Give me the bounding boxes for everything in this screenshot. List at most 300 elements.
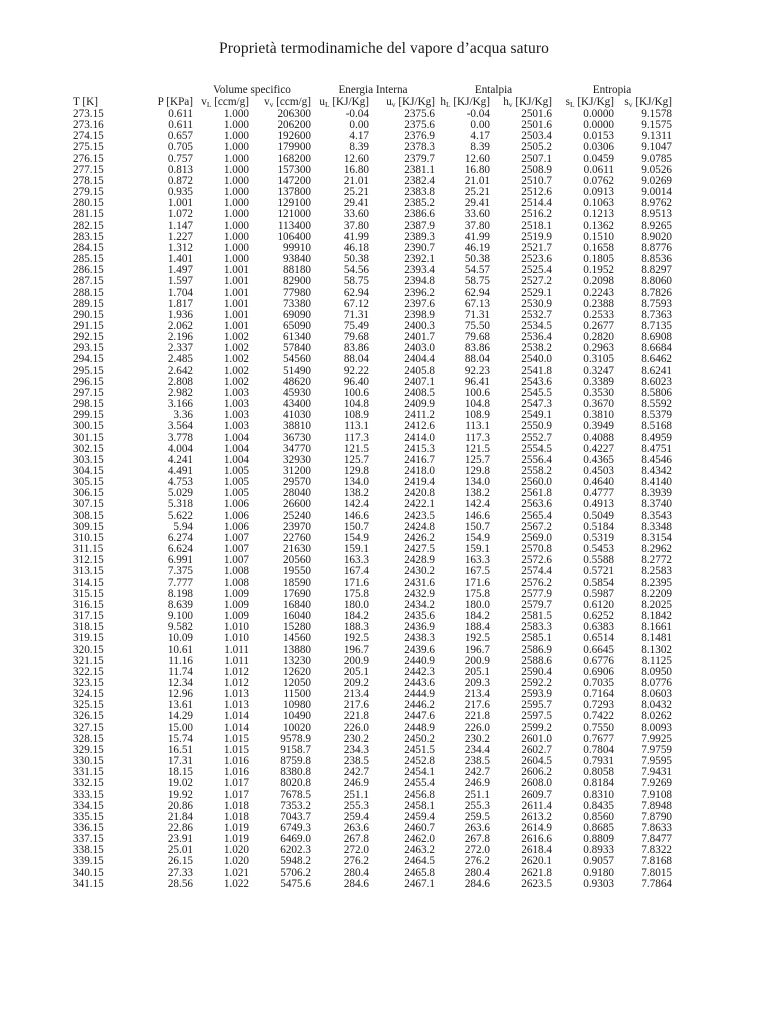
table-cell: 8.9762 xyxy=(641,197,672,210)
table-cell: 2518.1 xyxy=(521,219,552,232)
table-cell: 93840 xyxy=(283,253,311,266)
table-cell: 2606.2 xyxy=(521,766,552,779)
table-cell: 20560 xyxy=(283,554,311,567)
table-cell: 0.4227 xyxy=(583,442,614,455)
table-cell: 8.1842 xyxy=(641,610,672,623)
table-cell: 1.072 xyxy=(167,208,193,221)
table-cell: 2602.7 xyxy=(521,743,552,756)
column-header-symbol: P [KPa] xyxy=(157,96,193,109)
table-cell: 1.006 xyxy=(223,498,249,511)
table-cell: 100.6 xyxy=(343,386,369,399)
table-cell: 0.4088 xyxy=(583,431,614,444)
table-cell: 1.006 xyxy=(223,509,249,522)
table-cell: 8.7593 xyxy=(641,297,672,310)
table-cell: 2420.8 xyxy=(404,487,435,500)
table-cell: 22760 xyxy=(283,531,311,544)
table-cell: 2.485 xyxy=(167,353,193,366)
table-cell: 313.15 xyxy=(73,565,104,578)
table-cell: 1.002 xyxy=(223,353,249,366)
table-cell: 200.9 xyxy=(343,654,369,667)
table-cell: 54560 xyxy=(283,353,311,366)
table-row xyxy=(73,488,672,499)
table-row xyxy=(73,165,672,176)
table-row xyxy=(73,767,672,778)
table-cell: 18.15 xyxy=(167,766,193,779)
table-cell: 192600 xyxy=(277,130,311,143)
table-cell: 168200 xyxy=(277,152,311,165)
table-row xyxy=(73,421,672,432)
table-cell: 4.753 xyxy=(167,476,193,489)
column-header-subscript: L xyxy=(445,100,451,110)
table-cell: 62.94 xyxy=(464,286,490,299)
table-cell: 1.014 xyxy=(223,721,249,734)
table-cell: 21.01 xyxy=(343,174,369,187)
table-cell: 2532.7 xyxy=(521,308,552,321)
table-cell: 2.808 xyxy=(167,375,193,388)
table-row xyxy=(73,879,672,890)
table-cell: 50.38 xyxy=(464,253,490,266)
table-cell: 0.2963 xyxy=(583,342,614,355)
table-cell: 8.5806 xyxy=(641,386,672,399)
table-cell: 25.21 xyxy=(343,186,369,199)
table-cell: 2404.4 xyxy=(404,353,435,366)
table-cell: 1.020 xyxy=(223,855,249,868)
table-cell: 7353.2 xyxy=(280,799,311,812)
table-cell: 37.80 xyxy=(343,219,369,232)
table-cell: 336.15 xyxy=(73,822,104,834)
table-cell: 129.8 xyxy=(464,465,490,477)
table-cell: 1.002 xyxy=(223,331,249,344)
table-cell: 337.15 xyxy=(73,833,104,846)
table-cell: 0.4777 xyxy=(583,487,614,500)
table-cell: 283.15 xyxy=(73,230,104,243)
table-cell: 92.22 xyxy=(343,364,369,377)
table-cell: 2398.9 xyxy=(404,308,435,321)
table-cell: 104.8 xyxy=(343,398,369,411)
column-header-subscript: v xyxy=(628,100,633,110)
table-cell: 8.5592 xyxy=(641,398,672,411)
table-cell: 9.100 xyxy=(167,610,193,623)
table-cell: 2378.3 xyxy=(404,141,435,154)
table-cell: 180.0 xyxy=(343,598,369,611)
column-header-symbol: u xyxy=(319,96,325,109)
table-cell: 0.611 xyxy=(168,108,193,120)
table-cell: 147200 xyxy=(277,174,311,187)
table-cell: 2376.9 xyxy=(404,130,435,143)
table-cell: 2507.1 xyxy=(521,152,552,165)
table-cell: 175.8 xyxy=(464,587,490,600)
table-row xyxy=(73,142,672,153)
table-cell: 2549.1 xyxy=(521,409,552,422)
table-cell: 46.18 xyxy=(343,241,369,254)
table-cell: 2423.5 xyxy=(404,509,435,522)
table-cell: 2464.5 xyxy=(404,855,435,868)
table-cell: 1.000 xyxy=(223,130,249,143)
table-cell: 137800 xyxy=(277,186,311,199)
table-row xyxy=(73,187,672,198)
table-cell: 71.31 xyxy=(343,308,369,321)
table-row xyxy=(73,131,672,142)
table-cell: 25.21 xyxy=(464,186,490,199)
column-header-unit: [KJ/Kg] xyxy=(395,96,435,109)
table-cell: 1.009 xyxy=(223,587,249,600)
table-cell: 88.04 xyxy=(464,353,490,366)
table-cell: 312.15 xyxy=(73,554,104,567)
table-cell: 5.029 xyxy=(167,487,193,500)
table-cell: 0.0153 xyxy=(583,130,614,143)
table-row xyxy=(73,678,672,689)
table-cell: 307.15 xyxy=(73,498,104,511)
table-cell: 3.36 xyxy=(173,409,193,422)
table-cell: 13880 xyxy=(283,643,311,656)
table-cell: 332.15 xyxy=(73,777,104,790)
table-cell: 5706.2 xyxy=(280,866,311,879)
table-cell: 5.318 xyxy=(167,498,193,511)
table-cell: 6.624 xyxy=(167,543,193,556)
table-cell: 2438.3 xyxy=(404,632,435,645)
column-header-symbol: T [K] xyxy=(73,96,98,109)
table-cell: 2530.9 xyxy=(521,297,552,310)
table-cell: 2426.2 xyxy=(404,531,435,544)
table-row xyxy=(73,209,672,220)
table-cell: 2569.0 xyxy=(521,531,552,544)
table-cell: 0.3949 xyxy=(583,420,614,433)
table-cell: 0.7550 xyxy=(583,721,614,734)
table-cell: 1.010 xyxy=(223,621,249,634)
table-cell: 2.982 xyxy=(167,386,193,399)
table-cell: 1.022 xyxy=(223,877,249,890)
table-row xyxy=(73,578,672,589)
column-header-unit: [KJ/Kg] xyxy=(574,96,614,109)
table-cell: 14.29 xyxy=(167,710,193,723)
table-cell: 67.12 xyxy=(343,297,369,310)
table-cell: 297.15 xyxy=(73,386,104,399)
column-header-unit: [KJ/Kg] xyxy=(450,96,490,109)
table-cell: 2572.6 xyxy=(521,554,552,567)
table-cell: 242.7 xyxy=(343,766,369,779)
table-cell: 2400.3 xyxy=(404,319,435,332)
table-cell: 8.0093 xyxy=(641,721,672,734)
table-cell: 200.9 xyxy=(464,654,490,667)
table-cell: 2440.9 xyxy=(404,654,435,667)
table-cell: 2385.2 xyxy=(404,197,435,210)
table-row xyxy=(73,310,672,321)
table-cell: 284.6 xyxy=(464,877,490,890)
table-cell: 65090 xyxy=(283,319,311,332)
table-cell: 0.9057 xyxy=(583,855,614,868)
table-cell: 213.4 xyxy=(343,688,369,701)
table-cell: 0.00 xyxy=(470,119,490,132)
table-cell: 1.011 xyxy=(224,654,249,667)
table-cell: 0.0306 xyxy=(583,141,614,154)
table-cell: 79.68 xyxy=(464,331,490,344)
table-cell: 2593.9 xyxy=(521,688,552,701)
table-cell: 0.2820 xyxy=(583,331,614,344)
table-cell: 2538.2 xyxy=(521,342,552,355)
table-cell: 96.41 xyxy=(464,375,490,388)
table-cell: 0.1362 xyxy=(583,219,614,232)
table-cell: 1.005 xyxy=(223,476,249,489)
table-cell: 6.274 xyxy=(167,531,193,544)
table-cell: 8.2395 xyxy=(641,576,672,589)
table-row xyxy=(73,522,672,533)
table-cell: 2590.4 xyxy=(521,665,552,678)
table-cell: 8.4546 xyxy=(641,453,672,466)
table-cell: 0.872 xyxy=(167,174,193,187)
table-cell: 0.611 xyxy=(168,119,193,132)
table-cell: 3.778 xyxy=(167,431,193,444)
table-cell: 0.8184 xyxy=(583,777,614,790)
table-cell: 17.31 xyxy=(167,755,193,768)
table-cell: 0.3530 xyxy=(583,386,614,399)
table-cell: 8.639 xyxy=(167,598,193,611)
table-cell: 8.3740 xyxy=(641,498,672,511)
table-cell: 0.2098 xyxy=(583,275,614,288)
table-cell: 8.6241 xyxy=(641,364,672,377)
table-cell: 1.000 xyxy=(223,186,249,199)
table-cell: 1.000 xyxy=(223,174,249,187)
table-cell: 2427.5 xyxy=(404,543,435,556)
table-cell: 0.1063 xyxy=(583,197,614,210)
table-cell: 1.012 xyxy=(223,676,249,689)
column-header-subscript: v xyxy=(391,100,396,110)
table-cell: 188.4 xyxy=(464,621,490,634)
table-cell: 21.01 xyxy=(464,174,490,187)
table-cell: 2394.8 xyxy=(404,275,435,288)
table-cell: 2.196 xyxy=(167,331,193,344)
table-cell: 2567.2 xyxy=(521,520,552,533)
table-cell: 2452.8 xyxy=(404,755,435,768)
table-cell: 196.7 xyxy=(343,643,369,656)
table-cell: 8.0603 xyxy=(641,688,672,701)
column-header-symbol: v xyxy=(264,96,270,109)
table-row xyxy=(73,366,672,377)
table-cell: 1.018 xyxy=(223,799,249,812)
column-header-unit: [KJ/Kg] xyxy=(512,96,552,109)
table-cell: 0.4913 xyxy=(583,498,614,511)
table-cell: 8.2025 xyxy=(641,598,672,611)
column-header-symbol: h xyxy=(503,96,509,109)
table-cell: 328.15 xyxy=(73,732,104,745)
table-cell: 287.15 xyxy=(73,275,104,288)
table-cell: 335.15 xyxy=(73,810,104,823)
table-cell: 6469.0 xyxy=(280,833,311,846)
table-cell: 1.018 xyxy=(223,810,249,823)
table-row xyxy=(73,555,672,566)
column-header-subscript: L xyxy=(206,100,212,110)
table-cell: 2501.6 xyxy=(521,119,552,132)
column-header-row xyxy=(73,97,672,109)
table-row xyxy=(73,734,672,745)
table-cell: 43400 xyxy=(283,398,311,411)
table-cell: 1.003 xyxy=(223,398,249,411)
table-cell: 2503.4 xyxy=(521,130,552,143)
table-cell: 1.005 xyxy=(223,465,249,477)
table-cell: 255.3 xyxy=(464,799,490,812)
table-cell: 290.15 xyxy=(73,308,104,321)
table-cell: 175.8 xyxy=(343,587,369,600)
table-cell: 0.6645 xyxy=(583,643,614,656)
table-cell: 1.003 xyxy=(223,386,249,399)
table-cell: 2439.6 xyxy=(404,643,435,656)
column-header-unit: [ccm/g] xyxy=(273,96,311,109)
table-cell: 2614.9 xyxy=(521,822,552,834)
table-cell: 8.8776 xyxy=(641,241,672,254)
table-cell: 0.5721 xyxy=(583,565,614,578)
table-cell: 334.15 xyxy=(73,799,104,812)
table-cell: 28040 xyxy=(283,487,311,500)
table-cell: 1.497 xyxy=(167,264,193,277)
table-row xyxy=(73,109,672,120)
table-row xyxy=(73,745,672,756)
table-cell: 2621.8 xyxy=(521,866,552,879)
table-cell: 0.4640 xyxy=(583,476,614,489)
table-cell: 8.7826 xyxy=(641,286,672,299)
table-cell: 1.017 xyxy=(223,777,249,790)
table-cell: 6202.3 xyxy=(280,844,311,857)
table-cell: 10980 xyxy=(283,699,311,712)
table-cell: 163.3 xyxy=(343,554,369,567)
column-header-symbol: v xyxy=(201,96,207,109)
group-volume: Volume specifico xyxy=(213,84,291,97)
table-cell: 12620 xyxy=(283,665,311,678)
table-cell: 184.2 xyxy=(464,610,490,623)
table-row xyxy=(73,533,672,544)
table-cell: 7.777 xyxy=(167,576,193,589)
table-cell: 1.000 xyxy=(223,208,249,221)
table-row xyxy=(73,377,672,388)
table-cell: 1.001 xyxy=(223,297,249,310)
table-cell: 4.17 xyxy=(470,130,490,143)
table-row xyxy=(73,288,672,299)
table-cell: 8.0432 xyxy=(641,699,672,712)
table-cell: 73380 xyxy=(283,297,311,310)
column-header-subscript: L xyxy=(324,100,330,110)
table-cell: 192.5 xyxy=(343,632,369,645)
table-row xyxy=(73,399,672,410)
table-cell: 9.582 xyxy=(167,621,193,634)
table-cell: 280.4 xyxy=(343,866,369,879)
table-cell: 1.002 xyxy=(223,364,249,377)
table-cell: 2550.9 xyxy=(521,420,552,433)
table-cell: 2595.7 xyxy=(521,699,552,712)
table-cell: 9.0014 xyxy=(641,186,672,199)
table-cell: 1.000 xyxy=(223,108,249,120)
table-row xyxy=(73,343,672,354)
table-cell: 2510.7 xyxy=(521,174,552,187)
column-header-symbol: s xyxy=(624,96,629,109)
table-cell: 234.3 xyxy=(343,743,369,756)
table-cell: 0.3247 xyxy=(583,364,614,377)
table-cell: 2446.2 xyxy=(404,699,435,712)
table-cell: 16840 xyxy=(283,598,311,611)
table-cell: 5475.6 xyxy=(280,877,311,890)
table-cell: 2401.7 xyxy=(404,331,435,344)
table-cell: 117.3 xyxy=(465,431,490,444)
table-cell: 2430.2 xyxy=(404,565,435,578)
table-cell: 230.2 xyxy=(464,732,490,745)
table-cell: 19.02 xyxy=(167,777,193,790)
table-cell: 213.4 xyxy=(464,688,490,701)
table-row xyxy=(73,711,672,722)
table-cell: 284.6 xyxy=(343,877,369,890)
table-cell: 5948.2 xyxy=(280,855,311,868)
table-cell: 1.009 xyxy=(223,610,249,623)
table-cell: 0.6514 xyxy=(583,632,614,645)
table-cell: 125.7 xyxy=(464,453,490,466)
table-row xyxy=(73,589,672,600)
table-cell: 8.0776 xyxy=(641,676,672,689)
table-cell: 296.15 xyxy=(73,375,104,388)
table-cell: 10.09 xyxy=(167,632,193,645)
table-cell: 8.5168 xyxy=(641,420,672,433)
table-cell: 2415.3 xyxy=(404,442,435,455)
table-row xyxy=(73,611,672,622)
table-row xyxy=(73,801,672,812)
table-cell: 11.74 xyxy=(168,665,193,678)
table-cell: 273.16 xyxy=(73,119,104,132)
table-cell: 2379.7 xyxy=(404,152,435,165)
table-cell: 25240 xyxy=(283,509,311,522)
table-cell: 0.2677 xyxy=(583,319,614,332)
table-cell: 276.2 xyxy=(464,855,490,868)
table-cell: 1.017 xyxy=(223,788,249,801)
table-cell: 8.3154 xyxy=(641,531,672,544)
table-cell: 8.3348 xyxy=(641,520,672,533)
table-cell: 31200 xyxy=(283,465,311,477)
table-cell: 2547.3 xyxy=(521,398,552,411)
table-row xyxy=(73,700,672,711)
table-cell: 2560.0 xyxy=(521,476,552,489)
table-cell: 331.15 xyxy=(73,766,104,779)
table-row xyxy=(73,511,672,522)
table-row xyxy=(73,499,672,510)
table-cell: 45930 xyxy=(283,386,311,399)
table-row xyxy=(73,778,672,789)
table-cell: 2588.6 xyxy=(521,654,552,667)
table-cell: 51490 xyxy=(283,364,311,377)
table-cell: 8.2209 xyxy=(641,587,672,600)
table-cell: 0.2533 xyxy=(583,308,614,321)
table-cell: 1.004 xyxy=(223,453,249,466)
table-cell: 1.000 xyxy=(223,152,249,165)
table-cell: 2436.9 xyxy=(404,621,435,634)
table-cell: 82900 xyxy=(283,275,311,288)
table-cell: 2414.0 xyxy=(404,431,435,444)
table-cell: 2387.9 xyxy=(404,219,435,232)
table-cell: 316.15 xyxy=(73,598,104,611)
table-cell: 330.15 xyxy=(73,755,104,768)
table-cell: 2556.4 xyxy=(521,453,552,466)
table-cell: 2581.5 xyxy=(521,610,552,623)
table-cell: 57840 xyxy=(283,342,311,355)
table-cell: 1.936 xyxy=(167,308,193,321)
group-energia: Energia Interna xyxy=(338,84,408,97)
table-cell: 298.15 xyxy=(73,398,104,411)
table-row xyxy=(73,198,672,209)
table-cell: 1.007 xyxy=(223,543,249,556)
table-cell: 2390.7 xyxy=(404,241,435,254)
table-cell: 54.57 xyxy=(464,264,490,277)
table-cell: 209.2 xyxy=(343,676,369,689)
table-cell: 303.15 xyxy=(73,453,104,466)
table-cell: 278.15 xyxy=(73,174,104,187)
table-cell: 1.015 xyxy=(223,732,249,745)
table-cell: 7.8168 xyxy=(641,855,672,868)
table-row xyxy=(73,656,672,667)
table-cell: 0.705 xyxy=(167,141,193,154)
table-cell: 0.2243 xyxy=(583,286,614,299)
